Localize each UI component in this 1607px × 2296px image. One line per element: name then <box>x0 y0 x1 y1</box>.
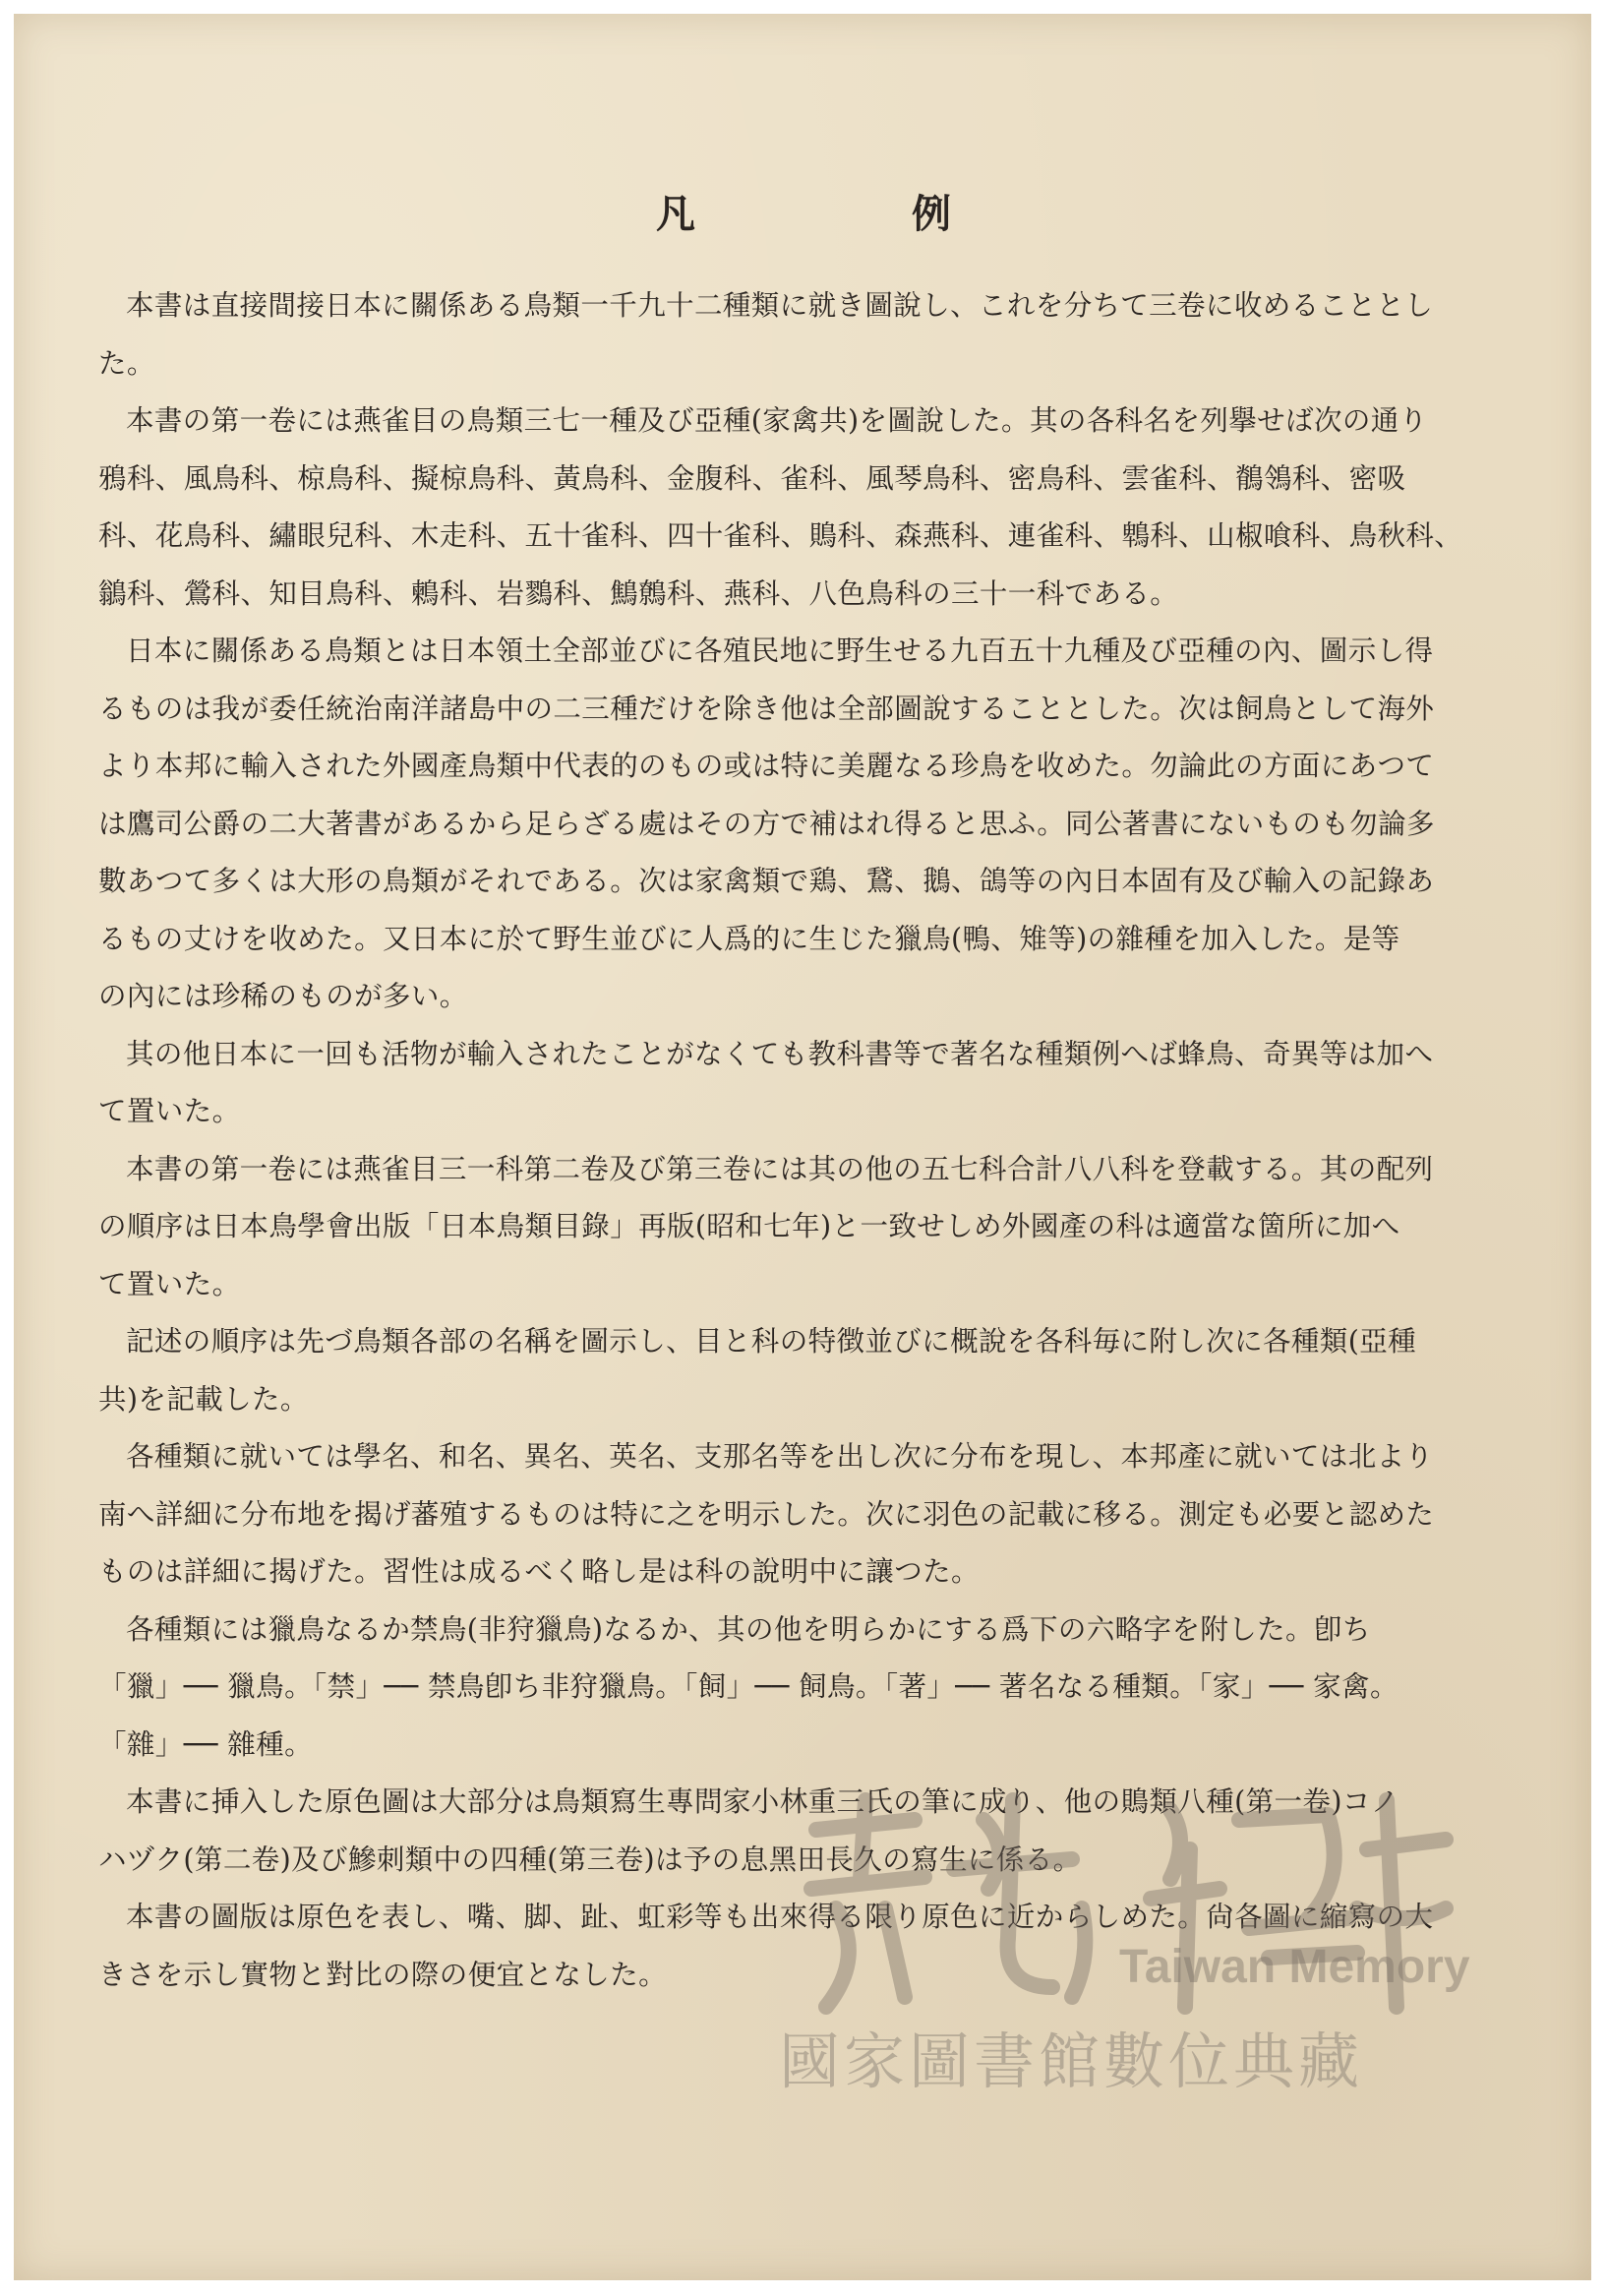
paragraph-1: 本書は直接間接日本に關係ある鳥類一千九十二種類に就き圖說し、これを分ちて三卷に收めることとし た。 <box>98 289 1434 380</box>
paragraph-8: 各種類には獵鳥なるか禁鳥(非狩獵鳥)なるか、其の他を明らかにする爲下の六略字を附した。卽ち 「獵」── 獵鳥。「禁」── 禁鳥卽ち非狩獵鳥。「飼」── 飼鳥。「著」── 著名なる種類。「家」── 家禽。 「雜」── 雜種。 <box>98 1612 1399 1761</box>
watermark-logo-icon <box>757 1761 1465 2056</box>
paragraph-10: 本書の圖版は原色を表し、嘴、脚、趾、虹彩等も出來得る限り原色に近からしめた。尙各圖に縮寫の大 きさを示し實物と對比の際の便宜となした。 <box>98 1901 1434 1991</box>
paragraph-5: 本書の第一卷には燕雀目三一科第二卷及び第三卷には其の他の五七科合計八八科を登載する。其の配列 の順序は日本鳥學會出版「日本鳥類目錄」再版(昭和七年)と一致せしめ外國產の科は適當な箇所に加へ て置いた。 <box>98 1152 1434 1300</box>
watermark-english: Taiwan Memory <box>1119 1941 1470 1993</box>
paragraph-7: 各種類に就いては學名、和名、異名、英名、支那名等を出し次に分布を現し、本邦產に就いては北より 南へ詳細に分布地を揭げ蕃殖するものは特に之を明示した。次に羽色の記載に移る。測定も必要と認めた ものは詳細に揭げた。習性は成るべく略し是は科の說明中に讓つた。 <box>98 1440 1435 1588</box>
paragraph-3: 日本に關係ある鳥類とは日本領土全部並びに各殖民地に野生せる九百五十九種及び亞種の內、圖示し得 るものは我が委任統治南洋諸島中の二三種だけを除き他は全部圖說することとした。次は飼鳥として海外 より本邦に輸入された外國產鳥類中代表的のもの或は特に美麗なる珍鳥を收めた。勿論此の方面にあつて は鷹司公爵の二大著書があるから足らざる處はその方で補はれ得ると思ふ。同公著書にないものも勿論多 數あつて多くは大形の鳥類がそれである。次は家禽類で鶏、鵞、鵝、鴿等の內日本固有及び輸入の記錄あ るもの丈けを收めた。又日本に於て野生並びに人爲的に生じた獵鳥(鴨、雉等)の雜種を加入した。是等 の內には珍稀のものが多い。 <box>98 634 1435 1012</box>
paragraph-2: 本書の第一卷には燕雀目の鳥類三七一種及び亞種(家禽共)を圖說した。其の各科名を列擧せば次の通り 鴉科、風鳥科、椋鳥科、擬椋鳥科、黃鳥科、金腹科、雀科、風琴鳥科、密鳥科、雲雀科、鶺鴒科、密吸 科、花鳥科、繡眼兒科、木走科、五十雀科、四十雀科、鵙科、森燕科、連雀科、鵯科、山椒喰科、鳥秋科、 鶲科、鶯科、知目鳥科、鶫科、岩鷚科、鷦鷯科、燕科、八色鳥科の三十一科である。 <box>98 404 1463 610</box>
page-title: 凡 例 <box>656 191 1040 237</box>
paragraph-6: 記述の順序は先づ鳥類各部の名稱を圖示し、目と科の特徴並びに概說を各科毎に附し次に各種類(亞種 共)を記載した。 <box>98 1325 1417 1416</box>
body-text <box>98 277 1483 2004</box>
paragraph-4: 其の他日本に一回も活物が輸入されたことがなくても教科書等で著名な種類例へば蜂鳥、奇異等は加へ て置いた。 <box>98 1037 1434 1127</box>
paragraph-9: 本書に挿入した原色圖は大部分は鳥類寫生專問家小林重三氏の筆に成り、他の鵙類八種(第一卷)コノ ハヅク(第二卷)及び鰺刺類中の四種(第三卷)は予の息黑田長久の寫生に係る。 <box>98 1785 1399 1876</box>
watermark-chinese: 國家圖書館數位典藏 <box>779 2025 1364 2097</box>
